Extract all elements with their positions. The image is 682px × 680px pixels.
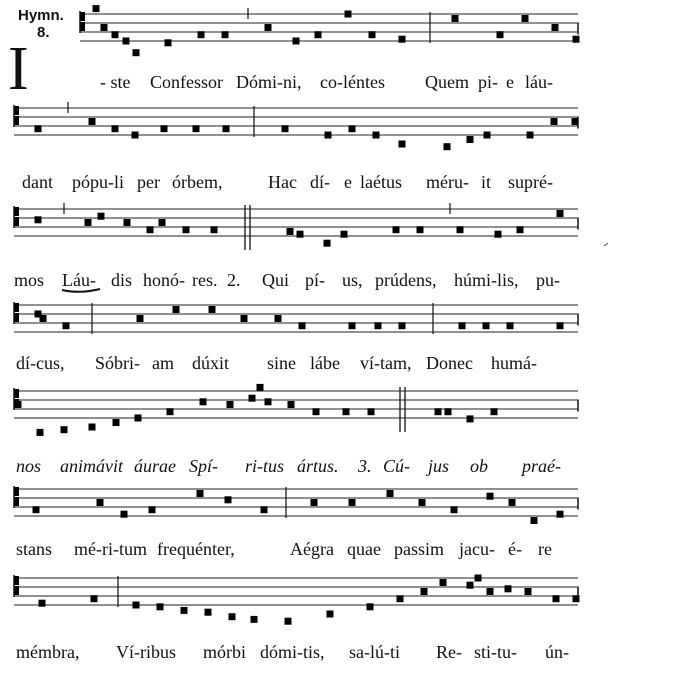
lyric-syllable: Confessor: [150, 72, 223, 92]
lyric-syllable: am: [152, 353, 174, 373]
lyric-syllable: dúxit: [192, 353, 230, 373]
neume-note: [35, 125, 42, 132]
lyric-syllable: jus: [428, 456, 450, 476]
lyric-syllable: pópu-li: [72, 172, 124, 192]
neume-note: [324, 240, 331, 247]
neume-note: [491, 408, 498, 415]
neume-note: [85, 219, 92, 226]
neume-note: [15, 401, 22, 408]
neume-note: [197, 490, 204, 497]
lyric-syllable: 2.: [227, 270, 241, 290]
neume-note: [98, 213, 105, 220]
lyric-syllable: co-léntes: [320, 72, 385, 92]
lyric-syllable: - ste: [100, 72, 131, 92]
neume-note: [345, 11, 352, 18]
lyric-syllable: animávit: [60, 456, 123, 476]
neume-note: [112, 125, 119, 132]
neume-note: [419, 499, 426, 506]
neume-note: [157, 603, 164, 610]
lyric-syllable: Ví-ribus: [116, 642, 176, 662]
lyric-syllable: láu-: [525, 72, 553, 92]
neume-note: [35, 216, 42, 223]
lyric-syllable: 3.: [358, 456, 372, 476]
neume-note: [133, 49, 140, 56]
neume-note: [161, 125, 168, 132]
neume-note: [343, 408, 350, 415]
neume-note: [200, 398, 207, 405]
lyric-syllable: mémbra,: [16, 642, 80, 662]
lyric-syllable: ún-: [545, 642, 569, 662]
lyric-syllable: res.: [192, 270, 218, 290]
neume-note: [573, 36, 580, 43]
lyric-syllable: Dómi-ni,: [236, 72, 302, 92]
lyric-syllable: sa-lú-ti: [349, 642, 400, 662]
neume-note: [373, 132, 380, 139]
neume-note: [137, 315, 144, 322]
lyric-syllable: Aégra: [290, 539, 334, 559]
neume-note: [349, 322, 356, 329]
stray-mark: [604, 243, 608, 246]
neume-note: [211, 226, 218, 233]
neume-note: [315, 31, 322, 38]
neume-note: [61, 426, 68, 433]
neume-note: [507, 322, 514, 329]
neume-note: [444, 143, 451, 150]
neume-note: [421, 588, 428, 595]
lyric-syllable: Hac: [268, 172, 297, 192]
neume-note: [445, 408, 452, 415]
neume-note: [483, 322, 490, 329]
lyric-syllable: praé-: [522, 456, 561, 476]
neume-note: [367, 603, 374, 610]
neume-note: [133, 602, 140, 609]
neume-note: [531, 517, 538, 524]
neume-note: [91, 595, 98, 602]
neume-note: [113, 419, 120, 426]
neume-note: [399, 141, 406, 148]
lyric-syllable: supré-: [508, 172, 553, 192]
neume-note: [495, 231, 502, 238]
neume-note: [101, 24, 108, 31]
neume-note: [124, 219, 131, 226]
lyric-syllable: dis: [111, 270, 133, 290]
neume-note: [173, 306, 180, 313]
neume-note: [553, 595, 560, 602]
lyric-syllable: mé-ri-tum: [74, 539, 147, 559]
neume-note: [149, 506, 156, 513]
lyric-syllable: ártus.: [297, 456, 339, 476]
lyric-syllable: é-: [508, 539, 522, 559]
lyric-syllable: Qui: [262, 270, 289, 290]
neume-note: [552, 24, 559, 31]
lyric-syllable: it: [481, 172, 492, 192]
lyric-syllable: mos: [14, 270, 45, 290]
neume-note: [467, 415, 474, 422]
neume-note: [33, 506, 40, 513]
neume-note: [527, 132, 534, 139]
neume-note: [251, 616, 258, 623]
neume-note: [522, 15, 529, 22]
neume-note: [349, 499, 356, 506]
neume-note: [285, 618, 292, 625]
lyric-syllable: dí-cus,: [16, 353, 65, 373]
neume-note: [265, 398, 272, 405]
lyric-syllable: sti-tu-: [474, 642, 517, 662]
neume-note: [40, 315, 47, 322]
neume-note: [487, 588, 494, 595]
hymn-number: 8.: [37, 24, 50, 41]
neume-note: [225, 496, 232, 503]
neume-note: [97, 499, 104, 506]
neume-note: [487, 493, 494, 500]
lyric-syllable: e: [344, 172, 352, 192]
neume-note: [399, 322, 406, 329]
lyric-syllable: órbem,: [172, 172, 223, 192]
neume-note: [193, 125, 200, 132]
neume-note: [147, 226, 154, 233]
neume-note: [167, 408, 174, 415]
lyric-syllable: ví-tam,: [360, 353, 412, 373]
neume-note: [39, 600, 46, 607]
neume-note: [293, 38, 300, 45]
neume-note: [467, 136, 474, 143]
lyric-syllable: e: [506, 72, 514, 92]
neume-note: [257, 384, 264, 391]
neume-note: [451, 506, 458, 513]
lyric-syllable: ri-tus: [245, 456, 285, 476]
neume-note: [229, 613, 236, 620]
neume-note: [112, 31, 119, 38]
lyric-syllable: Quem: [425, 72, 469, 92]
lyric-syllable: stans: [16, 539, 52, 559]
neume-note: [435, 408, 442, 415]
neume-note: [227, 401, 234, 408]
lyric-syllable: lábe: [310, 353, 340, 373]
lyric-syllable: laétus: [360, 172, 402, 192]
neume-note: [557, 511, 564, 518]
neume-note: [265, 24, 272, 31]
neume-note: [452, 15, 459, 22]
neume-note: [275, 315, 282, 322]
lyric-syllable: méru-: [426, 172, 469, 192]
neume-note: [287, 228, 294, 235]
lyric-syllable: áurae: [134, 456, 176, 476]
neume-note: [349, 125, 356, 132]
lyric-syllable: jacu-: [459, 539, 495, 559]
lyric-syllable: nos: [16, 456, 42, 476]
neume-note: [551, 118, 558, 125]
neume-note: [557, 322, 564, 329]
neume-note: [223, 125, 230, 132]
neume-note: [132, 132, 139, 139]
neume-note: [93, 5, 100, 12]
neume-note: [159, 219, 166, 226]
neume-note: [505, 585, 512, 592]
lyric-syllable: dí-: [310, 172, 330, 192]
neume-note: [198, 31, 205, 38]
hymn-label: Hymn.: [18, 7, 64, 24]
lyric-syllable: Spí-: [189, 456, 218, 476]
neume-note: [517, 226, 524, 233]
neume-note: [181, 607, 188, 614]
neume-note: [261, 506, 268, 513]
neume-note: [123, 38, 130, 45]
lyric-syllable: dant: [22, 172, 53, 192]
neume-note: [417, 226, 424, 233]
lyric-syllable: sine: [267, 353, 296, 373]
neume-note: [222, 31, 229, 38]
lyric-syllable: us,: [342, 270, 363, 290]
neume-note: [475, 575, 482, 582]
neume-note: [467, 582, 474, 589]
neume-note: [89, 424, 96, 431]
lyric-syllable: quae: [347, 539, 381, 559]
neume-note: [440, 579, 447, 586]
lyric-syllable: passim: [394, 539, 445, 559]
neume-note: [484, 132, 491, 139]
lyric-syllable: pu-: [536, 270, 560, 290]
lyric-syllable: humá-: [491, 353, 537, 373]
neume-note: [299, 322, 306, 329]
neume-note: [288, 401, 295, 408]
neume-note: [369, 31, 376, 38]
neume-note: [63, 322, 70, 329]
neume-note: [282, 125, 289, 132]
neume-note: [341, 231, 348, 238]
lyric-syllable: pí-: [305, 270, 325, 290]
lyric-syllable: dómi-tis,: [260, 642, 325, 662]
lyric-syllable: ob: [470, 456, 488, 476]
lyric-syllable: re: [538, 539, 552, 559]
lyric-syllable: per: [137, 172, 160, 192]
neume-note: [399, 36, 406, 43]
initial-letter: I: [8, 35, 29, 103]
neume-note: [165, 39, 172, 46]
neume-note: [249, 395, 256, 402]
neume-note: [209, 306, 216, 313]
lyric-syllable: Re-: [436, 642, 462, 662]
lyric-syllable: honó-: [143, 270, 185, 290]
neume-note: [135, 415, 142, 422]
neume-note: [89, 118, 96, 125]
neume-note: [37, 429, 44, 436]
neume-note: [557, 210, 564, 217]
neume-note: [205, 609, 212, 616]
lyric-syllable: Cú-: [383, 456, 410, 476]
lyric-syllable: mórbi: [203, 642, 246, 662]
neume-note: [183, 226, 190, 233]
neume-note: [297, 231, 304, 238]
neume-note: [311, 499, 318, 506]
neume-note: [509, 499, 516, 506]
neume-note: [368, 408, 375, 415]
neume-note: [397, 595, 404, 602]
neume-note: [387, 490, 394, 497]
lyric-syllable: Sóbri-: [95, 353, 140, 373]
neume-note: [241, 315, 248, 322]
lyric-syllable: pi-: [478, 72, 498, 92]
neume-note: [313, 408, 320, 415]
neume-note: [121, 511, 128, 518]
neume-note: [525, 588, 532, 595]
lyric-syllable: Donec: [426, 353, 473, 373]
neume-note: [497, 31, 504, 38]
neume-note: [393, 226, 400, 233]
lyric-syllable: frequénter,: [157, 539, 235, 559]
neume-note: [325, 132, 332, 139]
neume-note: [459, 322, 466, 329]
neume-note: [375, 322, 382, 329]
neume-note: [457, 226, 464, 233]
lyric-syllable: prúdens,: [375, 270, 437, 290]
lyric-syllable: húmi-lis,: [454, 270, 519, 290]
lyric-syllable: Láu-: [62, 270, 96, 290]
neume-note: [327, 611, 334, 618]
